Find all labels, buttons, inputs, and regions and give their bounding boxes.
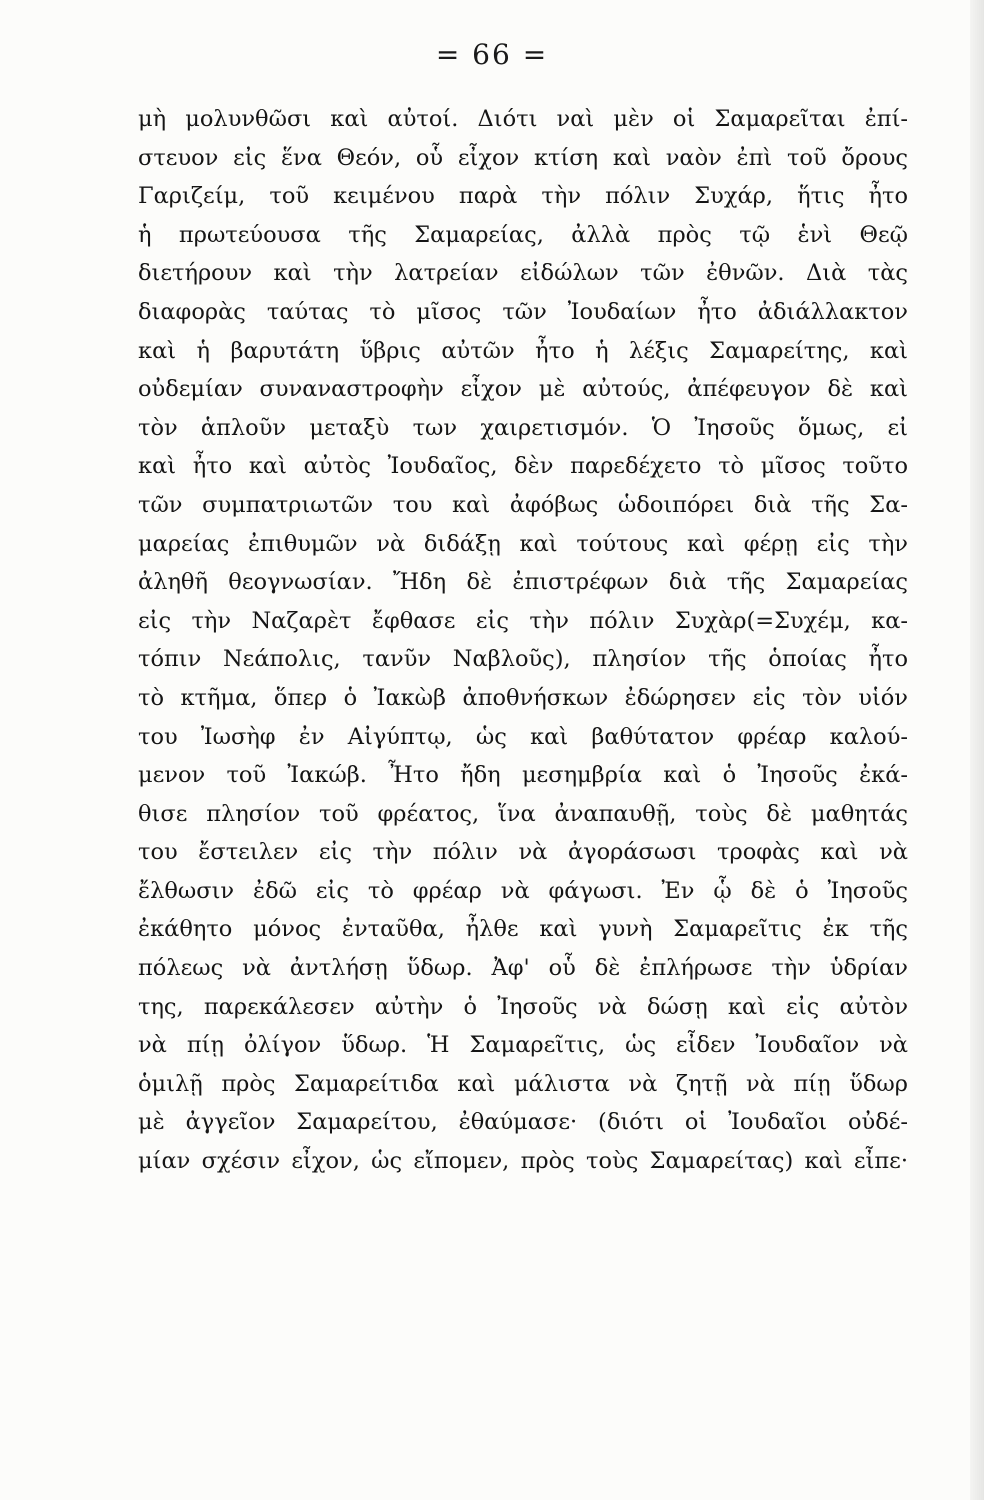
text-line: ἐκάθητο μόνος ἐνταῦθα, ἦλθε καὶ γυνὴ Σαμαρεῖτις ἐκ τῆς <box>138 916 908 943</box>
text-line: καὶ ἡ βαρυτάτη ὕβρις αὐτῶν ἦτο ἡ λέξις Σαμαρείτης, καὶ <box>138 337 908 364</box>
text-line: του ἔστειλεν εἰς τὴν πόλιν νὰ ἀγοράσωσι τροφὰς καὶ νὰ <box>138 839 908 866</box>
page-number: = 66 = <box>435 38 549 71</box>
text-line: ἀληθῆ θεογνωσίαν. Ἤδη δὲ ἐπιστρέφων διὰ τῆς Σαμαρείας <box>138 569 908 596</box>
text-line: καὶ ἦτο καὶ αὐτὸς Ἰουδαῖος, δὲν παρεδέχετο τὸ μῖσος τοῦτο <box>138 453 908 480</box>
text-line: μενον τοῦ Ἰακώβ. Ἦτο ἤδη μεσημβρία καὶ ὁ Ἰησοῦς ἐκά- <box>138 762 908 789</box>
text-line: μὲ ἀγγεῖον Σαμαρείτου, ἐθαύμασε· (διότι οἱ Ἰουδαῖοι οὐδέ- <box>138 1109 908 1136</box>
text-line: νὰ πίῃ ὀλίγον ὕδωρ. Ἡ Σαμαρεῖτις, ὡς εἶδεν Ἰουδαῖον νὰ <box>138 1032 908 1059</box>
text-line: τὸν ἁπλοῦν μεταξὺ των χαιρετισμόν. Ὁ Ἰησοῦς ὅμως, εἰ <box>138 414 908 441</box>
text-line: μὴ μολυνθῶσι καὶ αὐτοί. Διότι ναὶ μὲν οἱ Σαμαρεῖται ἐπί- <box>138 106 908 132</box>
text-line: του Ἰωσὴφ ἐν Αἰγύπτῳ, ὡς καὶ βαθύτατον φρέαρ καλού- <box>138 723 908 750</box>
text-line: ἔλθωσιν ἐδῶ εἰς τὸ φρέαρ νὰ φάγωσι. Ἐν ᾧ δὲ ὁ Ἰησοῦς <box>138 877 908 904</box>
text-line: τὸ κτῆμα, ὅπερ ὁ Ἰακὼβ ἀποθνήσκων ἐδώρησεν εἰς τὸν υἱόν <box>138 684 908 711</box>
text-line: διετήρουν καὶ τὴν λατρείαν εἰδώλων τῶν ἐθνῶν. Διὰ τὰς <box>138 260 908 287</box>
text-line: ἡ πρωτεύουσα τῆς Σαμαρείας, ἀλλὰ πρὸς τῷ ἑνὶ Θεῷ <box>138 221 908 248</box>
text-line: πόλεως νὰ ἀντλήσῃ ὕδωρ. Ἀφ' οὗ δὲ ἐπλήρωσε τὴν ὑδρίαν <box>138 955 908 982</box>
text-line: ὁμιλῇ πρὸς Σαμαρείτιδα καὶ μάλιστα νὰ ζητῇ νὰ πίῃ ὕδωρ <box>138 1070 908 1097</box>
text-line: τῶν συμπατριωτῶν του καὶ ἀφόβως ὡδοιπόρει διὰ τῆς Σα- <box>138 491 908 518</box>
text-line: της, παρεκάλεσεν αὐτὴν ὁ Ἰησοῦς νὰ δώσῃ καὶ εἰς αὐτὸν <box>138 993 908 1020</box>
text-line: εἰς τὴν Ναζαρὲτ ἔφθασε εἰς τὴν πόλιν Συχὰρ(=Συχέμ, κα- <box>138 607 908 634</box>
text-line: Γαριζείμ, τοῦ κειμένου παρὰ τὴν πόλιν Συχάρ, ἥτις ἦτο <box>138 183 908 210</box>
text-line: τόπιν Νεάπολις, τανῦν Ναβλοῦς), πλησίον τῆς ὁποίας ἦτο <box>138 646 908 673</box>
text-line: διαφορὰς ταύτας τὸ μῖσος τῶν Ἰουδαίων ἦτο ἀδιάλλακτον <box>138 298 908 325</box>
text-line: μαρείας ἐπιθυμῶν νὰ διδάξῃ καὶ τούτους καὶ φέρῃ εἰς τὴν <box>138 530 908 557</box>
text-line: οὐδεμίαν συναναστροφὴν εἶχον μὲ αὐτούς, ἀπέφευγον δὲ καὶ <box>138 376 908 403</box>
text-line: θισε πλησίον τοῦ φρέατος, ἵνα ἀναπαυθῇ, τοὺς δὲ μαθητάς <box>138 800 908 827</box>
page-edge-shadow <box>970 0 984 1500</box>
body-text <box>138 100 908 1181</box>
text-line: στευον εἰς ἕνα Θεόν, οὗ εἶχον κτίση καὶ ναὸν ἐπὶ τοῦ ὄρους <box>138 144 908 171</box>
text-line: μίαν σχέσιν εἶχον, ὡς εἴπομεν, πρὸς τοὺς Σαμαρείτας) καὶ εἶπε· <box>138 1148 908 1175</box>
